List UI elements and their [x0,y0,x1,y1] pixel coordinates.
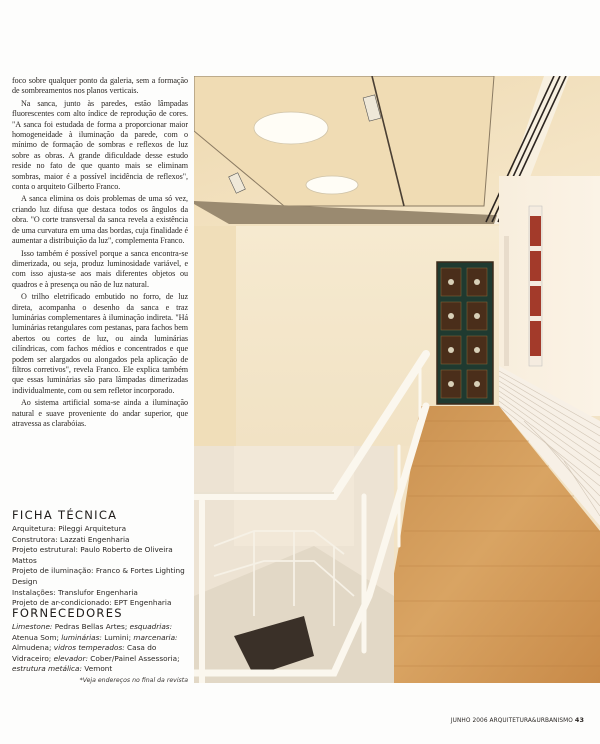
ficha-tecnica-heading: FICHA TÉCNICA [12,508,118,522]
supplier-list [12,622,192,675]
supplier-name: Almudena; [12,643,54,653]
skylight [306,176,358,194]
photo-illustration [194,76,600,683]
supplier-label: luminárias: [61,632,102,642]
fornecedores-heading: FORNECEDORES [12,606,123,620]
article-paragraph: Na sanca, junto às paredes, estão lâmpadas fluorescentes com alto índice de reprodução de cores. "A sanca foi estudada de forma a proporcionar maior homogeneidade à iluminação da parede, com o mínimo de formação de sombras e reflexos de luz sobre as obras. A grande dificuldade desse estudo reside no fato de que quanto mais se eliminam sombras, maior é a possível incidência de reflexos", conta o arquiteto Gilberto Franco. [12,98,188,192]
supplier-name: Lumini; [101,632,134,642]
footnote: *Veja endereços no final da revista [79,677,188,684]
credit-line: Projeto estrutural: Paulo Roberto de Oliveira Mattos [12,545,173,565]
supplier-name: Casa do Vidraceiro; [12,643,157,663]
supplier-label: estrutura metálica: [12,664,82,674]
supplier-name: Vemont [81,664,113,674]
supplier-label: marcenaria: [133,632,178,642]
supplier-label: Limestone: [12,622,53,631]
credit-line: Projeto de iluminação: Franco & Fortes Lighting Design [12,566,185,586]
article-paragraph: Isso também é possível porque a sanca encontra-se dimerizada, ou seja, produz luminosidade variável, e com isso ajusta-se aos mais diferentes objetos ou quadros e à presença ou não de luz natural. [12,248,188,289]
page-number: 43 [574,716,584,724]
supplier-label: vidros temperados: [53,643,125,653]
article-body [12,76,188,431]
credit-line: Projeto de ar-condicionado: EPT Engenharia [12,598,172,608]
ficha-tecnica-section [12,508,192,609]
page-folio [451,716,584,724]
credit-line: Construtora: Lazzati Engenharia [12,534,130,544]
article-paragraph: foco sobre qualquer ponto da galeria, sem a formação de sombreamentos nos planos verticais. [12,76,188,96]
supplier-label: elevador: [53,653,88,663]
supplier-name: Cober/Painel Assessoria; [87,653,180,663]
supplier-name: Pedras Bellas Artes; [52,622,130,631]
article-paragraph: Ao sistema artificial soma-se ainda a iluminação natural e suave proveniente do andar superior, que atravessa as clarabóias. [12,398,188,428]
gallery-corridor-photo [194,76,600,683]
books [530,216,541,356]
supplier-label: esquadrias: [129,622,173,631]
supplier-name: Atenua Som; [12,632,62,642]
article-paragraph: O trilho eletrificado embutido no forro, de luz direta, acompanha o desenho da sanca e traz luminárias complementares à iluminação indireta. "Há luminárias retangulares com pestanas, para fachos bem abertos ou cortes de luz, ou ainda luminárias cilíndricas, com fachos médios e concentrados e que podem ser alargados ou alongados pela aplicação de filtros corretivos", revela Franco. Ele explica também que essas luminárias são para lâmpadas dimerizadas individualmente, com ou sem refletor incorporado. [12,292,188,395]
credit-line: Arquitetura: Pileggi Arquitetura [12,524,127,533]
credit-line: Instalações: Translufor Engenharia [12,587,138,597]
folio-text: JUNHO 2006 ARQUITETURA&URBANISMO [450,718,573,724]
fornecedores-section [12,606,192,675]
skylight [254,112,328,144]
article-paragraph: A sanca elimina os dois problemas de uma só vez, criando luz difusa que destaca todos os ângulos da obra. "O corte transversal da sanca revela a existência de uma curvatura em uma das bordas, cuja finalidade é aumentar a distribuição da luz", complementa Franco. [12,194,188,246]
